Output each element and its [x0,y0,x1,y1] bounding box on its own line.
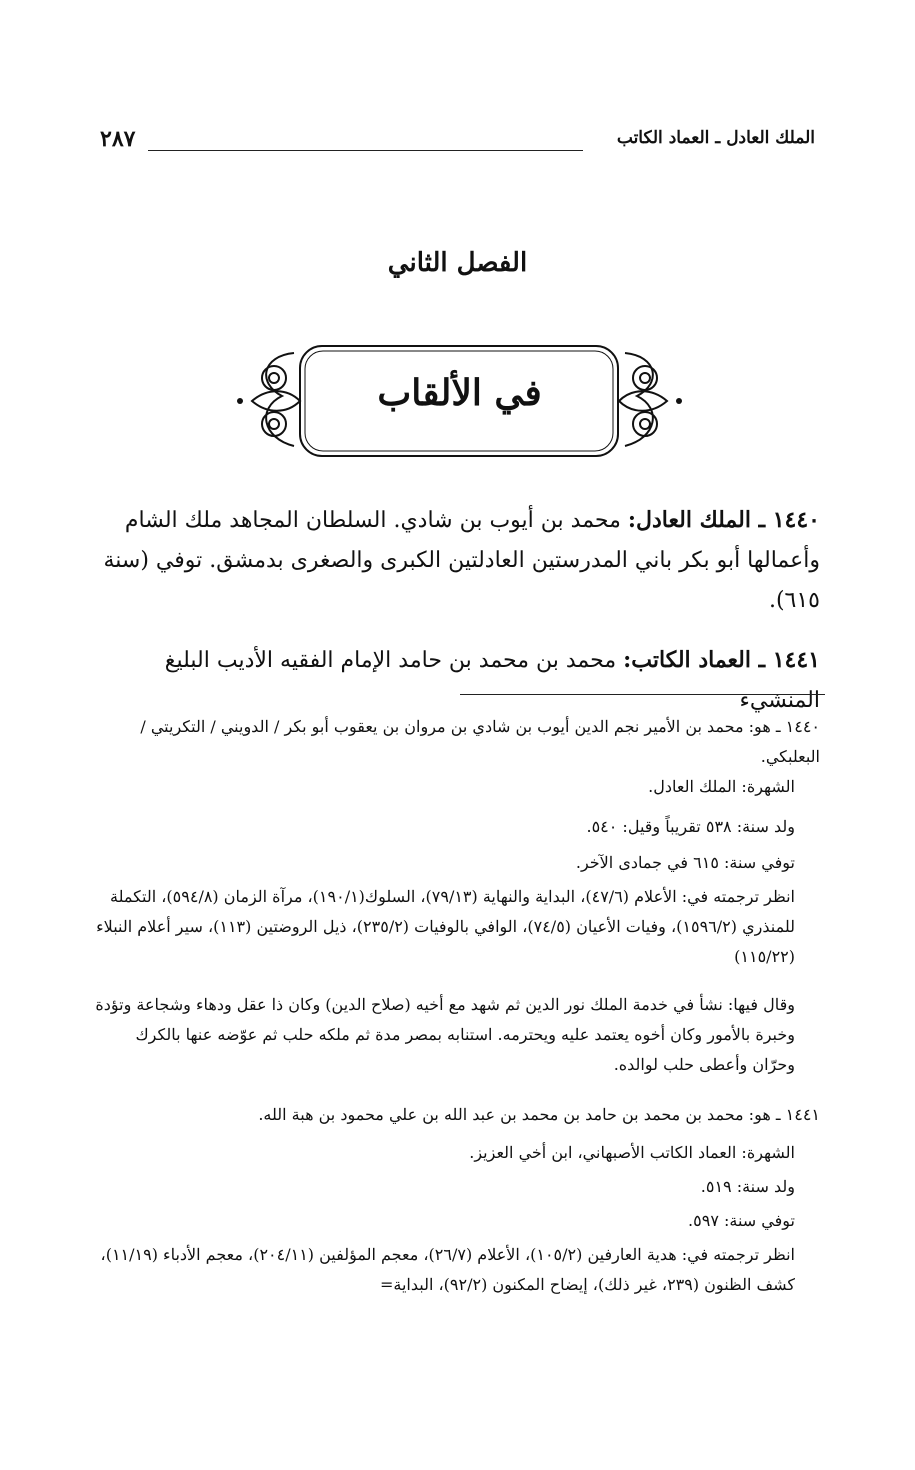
header-title: الملك العادل ـ العماد الكاتب [616,128,815,148]
entry-1441 [90,640,820,721]
footnote-1440-died: توفي سنة: ٦١٥ في جمادى الآخر. [575,853,795,872]
header-rule [148,150,583,151]
footnote-1441-fame: الشهرة: العماد الكاتب الأصبهاني، ابن أخي العزيز. [469,1143,795,1162]
footnote-1440-intro: ١٤٤٠ ـ هو: محمد بن الأمير نجم الدين أيوب بن شادي بن مروان بن يعقوب أبو بكر / الدويني / التكريتي / البعلبكي. [140,717,820,766]
entry-text: محمد بن أيوب بن شادي. السلطان المجاهد ملك الشام وأعمالها أبو بكر باني المدرستين العادلتين الكبرى والصغرى بدمشق. توفي (سنة ٦١٥). [103,508,820,613]
section-title: في الألقاب [377,372,542,414]
footnote-1441-born: ولد سنة: ٥١٩. [700,1177,795,1196]
footnote-1441-sources: انظر ترجمته في: هدية العارفين (١٠٥/٢)، الأعلام (٢٦/٧)، معجم المؤلفين (٢٠٤/١١)، معجم الأدباء (١١/١٩)، كشف الظنون (٢٣٩، غير ذلك)، إيضاح المكنون (٩٢/٢)، البداية= [100,1245,795,1294]
entry-label: ١٤٤١ ـ العماد الكاتب: [623,647,820,673]
page-number: ٢٨٧ [100,126,136,152]
footnote-1440-fame: الشهرة: الملك العادل. [648,777,795,796]
footnote-1440-remarks: وقال فيها: نشأ في خدمة الملك نور الدين ثم شهد مع أخيه (صلاح الدين) وكان ذا عقل ودهاء وشجاعة وتؤدة وخبرة بالأمور وكان أخوه يعتمد عليه ويحترمه. استنابه بمصر مدة ثم ملكه حلب ثم عوّضه عنها بالكرك وحرّان وأعطى حلب لوالده. [95,995,795,1074]
footnote-rule [460,694,825,695]
chapter-title: الفصل الثاني [387,248,528,278]
footnote-1440-sources: انظر ترجمته في: الأعلام (٤٧/٦)، البداية والنهاية (٧٩/١٣)، السلوك(١٩٠/١)، مرآة الزمان (٥٩٤/٨)، التكملة للمنذري (١٥٩٦/٢)، وفيات الأعيان (٧٤/٥)، الوافي بالوفيات (٢٣٥/٢)، ذيل الروضتين (١١٣)، سير أعلام النبلاء (١١٥/٢٢) [96,887,795,966]
title-cartouche [232,338,687,463]
running-header [100,128,815,160]
entry-label: ١٤٤٠ ـ الملك العادل: [627,507,820,533]
entry-text: محمد بن محمد بن حامد الإمام الفقيه الأديب البليغ المنشيء [164,648,820,713]
footnote-1441-died: توفي سنة: ٥٩٧. [688,1211,795,1230]
footnote-1440-born: ولد سنة: ٥٣٨ تقريباً وقيل: ٥٤٠. [586,817,795,836]
footnote-1441-intro: ١٤٤١ ـ هو: محمد بن محمد بن حامد بن محمد بن عبد الله بن علي محمود بن هبة الله. [258,1105,820,1124]
entry-1440 [90,500,820,621]
